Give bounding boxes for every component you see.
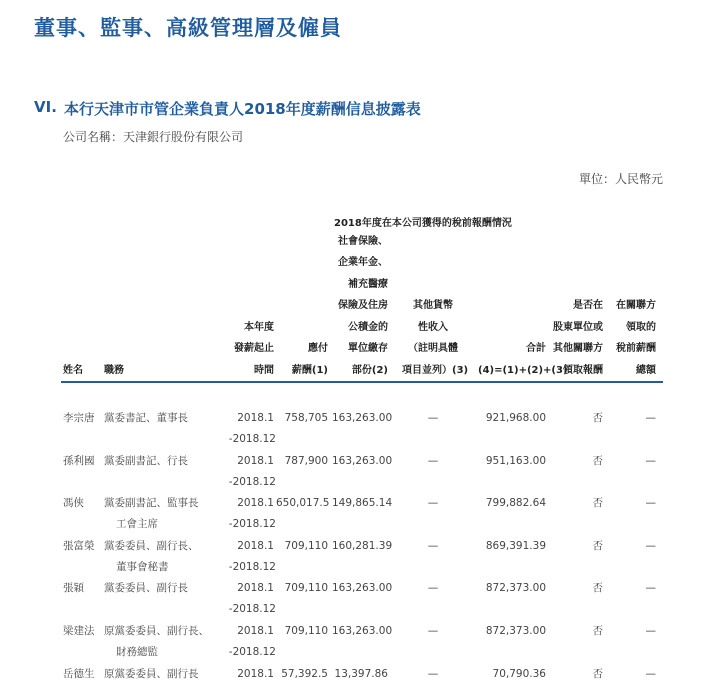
cell-position: 董事會秘書 [116, 560, 169, 573]
header-other: 其他貨幣 [413, 300, 453, 311]
cell-other: — [427, 454, 439, 467]
cell-salary: 57,392.5 [281, 667, 328, 680]
cell-period: 2018.1 [237, 582, 274, 595]
cell-name: 張富榮 [63, 539, 95, 552]
cell-related-pay: — [645, 412, 656, 424]
cell-social: 163,263.00 [332, 412, 393, 424]
header-period: 本年度 [244, 321, 274, 333]
cell-social: 163,263.00 [332, 454, 393, 467]
cell-period: -2018.12 [228, 475, 276, 488]
cell-name: 馮俠 [63, 497, 84, 510]
cell-position: 黨委委員、副行長、 [104, 539, 199, 552]
header-related-pay: 稅前薪酬 [616, 343, 656, 354]
cell-related: 否 [592, 412, 603, 424]
cell-related-pay: — [645, 582, 656, 595]
cell-period: -2018.12 [228, 603, 276, 616]
cell-period: -2018.12 [228, 560, 276, 573]
cell-salary: 650,017.5 [276, 497, 330, 510]
header-social: 單位繳存 [348, 343, 388, 354]
cell-other: — [427, 497, 439, 510]
cell-period: 2018.1 [237, 412, 274, 424]
cell-period: -2018.12 [228, 433, 276, 445]
cell-total: 869,391.39 [485, 539, 546, 552]
cell-period: 2018.1 [237, 539, 274, 552]
cell-related-pay: — [645, 625, 656, 637]
cell-period: -2018.12 [228, 646, 276, 658]
cell-position: 黨委書記、董事長 [104, 412, 188, 424]
header-other: 項目並列）(3) [402, 364, 469, 376]
header-social: 公積金的 [348, 321, 388, 333]
header-total: 合計 [526, 343, 546, 354]
header-group-pretax-remuneration: 2018年度在本公司獲得的稅前報酬情況 [334, 218, 512, 229]
header-related-pay: 在關聯方 [616, 300, 656, 311]
cell-position: 原黨委委員、副行長 [104, 667, 199, 680]
header-salary: 應付 [308, 343, 328, 354]
currency-unit: 單位：人民幣元 [578, 172, 663, 186]
cell-other: — [427, 412, 439, 424]
cell-social: 163,263.00 [332, 582, 393, 595]
cell-position: 黨委副書記、監事長 [104, 497, 199, 510]
header-position: 職務 [104, 364, 124, 376]
cell-social: 160,281.39 [332, 539, 393, 552]
header-related: 是否在 [573, 300, 603, 311]
cell-total: 872,373.00 [485, 625, 546, 637]
cell-name: 李宗唐 [63, 412, 95, 424]
header-social: 企業年金、 [338, 257, 388, 268]
header-salary: 薪酬(1) [291, 364, 328, 376]
cell-total: 951,163.00 [485, 454, 546, 467]
cell-position: 財務總監 [116, 646, 158, 658]
cell-position: 工會主席 [116, 518, 158, 531]
cell-name: 岳德生 [63, 667, 95, 680]
cell-position: 黨委委員、副行長 [104, 582, 188, 595]
cell-related: 否 [592, 582, 603, 595]
section-number: VI. [34, 98, 57, 116]
header-related-pay: 領取的 [626, 321, 656, 333]
cell-related: 否 [592, 539, 603, 552]
cell-salary: 709,110 [284, 539, 328, 552]
cell-salary: 787,900 [284, 454, 328, 467]
cell-salary: 758,705 [284, 412, 328, 424]
cell-total: 921,968.00 [485, 412, 546, 424]
cell-related: 否 [592, 497, 603, 510]
header-social: 保險及住房 [338, 300, 388, 311]
header-period: 發薪起止 [234, 343, 274, 354]
cell-period: -2018.12 [228, 518, 276, 531]
company-name: 公司名稱：天津銀行股份有限公司 [63, 130, 244, 144]
cell-name: 張穎 [63, 582, 84, 595]
cell-related-pay: — [645, 497, 656, 510]
cell-position: 黨委副書記、行長 [104, 454, 188, 467]
cell-period: 2018.1 [237, 454, 274, 467]
header-related: 領取報酬 [563, 364, 603, 376]
cell-related: 否 [592, 667, 603, 680]
header-social: 補充醫療 [348, 278, 388, 290]
header-social: 社會保險、 [338, 235, 388, 247]
cell-salary: 709,110 [284, 625, 328, 637]
page-title: 董事、監事、高級管理層及僱員 [34, 16, 342, 40]
cell-name: 梁建法 [63, 625, 95, 637]
cell-salary: 709,110 [284, 582, 328, 595]
cell-other: — [427, 667, 439, 680]
cell-social: 163,263.00 [332, 625, 393, 637]
cell-period: 2018.1 [237, 625, 274, 637]
cell-other: — [427, 582, 439, 595]
cell-period: 2018.1 [237, 497, 274, 510]
cell-related-pay: — [645, 667, 656, 680]
header-other: （註明具體 [408, 343, 458, 354]
cell-other: — [427, 539, 439, 552]
header-social: 部份(2) [351, 364, 388, 376]
header-period: 時間 [254, 364, 274, 376]
cell-total: 70,790.36 [492, 667, 546, 680]
cell-period: 2018.1 [237, 667, 274, 680]
cell-name: 孫利國 [63, 454, 95, 467]
cell-related-pay: — [645, 539, 656, 552]
header-other: 性收入 [418, 321, 448, 333]
header-name: 姓名 [63, 364, 83, 376]
cell-related: 否 [592, 625, 603, 637]
header-total: (4)=(1)+(2)+(3) [478, 364, 568, 376]
header-related-pay: 總額 [636, 364, 656, 376]
cell-social: 13,397.86 [334, 667, 388, 680]
cell-social: 149,865.14 [332, 497, 393, 510]
header-rule [61, 381, 663, 383]
header-related: 其他關聯方 [553, 343, 603, 354]
cell-total: 799,882.64 [485, 497, 546, 510]
cell-other: — [427, 625, 439, 637]
header-related: 股東單位或 [553, 321, 603, 333]
cell-related-pay: — [645, 454, 656, 467]
cell-total: 872,373.00 [485, 582, 546, 595]
cell-related: 否 [592, 454, 603, 467]
cell-position: 原黨委委員、副行長、 [104, 625, 209, 637]
section-title: 本行天津市市管企業負責人2018年度薪酬信息披露表 [64, 100, 421, 118]
